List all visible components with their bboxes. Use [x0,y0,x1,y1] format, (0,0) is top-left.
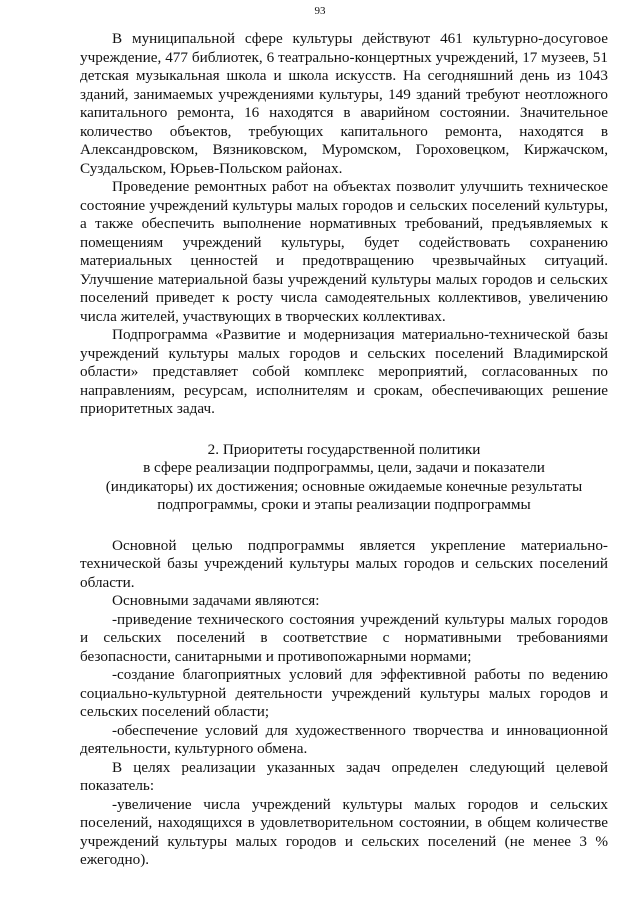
paragraph-repair-works: Проведение ремонтных работ на объектах позволит улучшить техническое состояние учреждений культуры малых городов и сельских поселений культуры, а также обеспечить выполнение нормативных требований, предъявляемых к помещениям учреждений культуры, будет содействовать сохранению материальных ценностей и предотвращению чрезвычайных ситуаций. Улучшение материальной базы учреждений культуры малых городов и сельских поселений приведет к росту числа самодеятельных коллективов, увеличению числа жителей, участвующих в творческих коллективах. [80,178,608,325]
section-heading-line: подпрограммы, сроки и этапы реализации подпрограммы [157,496,531,513]
section-heading-line: 2. Приоритеты государственной политики [207,440,481,458]
paragraph-subprogram-description: Подпрограмма «Развитие и модернизация материально-технической базы учреждений культуры малых городов и сельских поселений Владимирской области» представляет собой комплекс мероприятий, согласованных по направлениям, ресурсам, исполнителям и срокам, обеспечивающих решение приоритетных задач. [80,326,608,417]
paragraph-task-3: -обеспечение условий для художественного творчества и инновационной деятельности, культурного обмена. [80,721,608,757]
paragraph-goal: Основной целью подпрограммы является укрепление материально-технической базы учреждений культуры малых городов и сельских поселений области. [80,536,608,591]
spacer [80,515,608,537]
spacer [80,419,608,441]
paragraph-task-1: -приведение технического состояния учреждений культуры малых городов и сельских поселений в соответствие с нормативными требованиями безопасности, санитарными и противопожарными нормами; [80,610,608,665]
paragraph-culture-institutions: В муниципальной сфере культуры действуют 461 культурно-досуговое учреждение, 477 библиотек, 6 театрально-концертных учреждений, 17 музеев, 51 детская музыкальная школа и школа искусств. На сегодняшний день из 1043 зданий, занимаемых учреждениями культуры, 149 зданий требуют неотложного капитального ремонта, 16 находятся в аварийном состоянии. Значительное количество объектов, требующих капитального ремонта, находятся в Александровском, Вязниковском, Муромском, Гороховецком, Киржачском, Суздальском, Юрьев-Польском районах. [80,30,608,177]
section-heading-line: в сфере реализации подпрограммы, цели, задачи и показатели [143,459,545,476]
paragraph-indicator-1: -увеличение числа учреждений культуры малых городов и сельских поселений, находящихся в удовлетворительном состоянии, в общем количестве учреждений культуры малых городов и сельских поселений (не менее 3 % ежегодно). [80,795,608,868]
page-content [80,30,608,870]
page-number: 93 [314,5,326,17]
section-heading [80,441,608,515]
section-heading-line: (индикаторы) их достижения; основные ожидаемые конечные результаты [105,477,583,495]
paragraph-tasks-intro: Основными задачами являются: [112,592,320,609]
paragraph-task-2: -создание благоприятных условий для эффективной работы по ведению социально-культурной деятельности учреждений культуры малых городов и сельских поселений области; [80,666,608,720]
paragraph-indicator-intro: В целях реализации указанных задач определен следующий целевой показатель: [80,758,608,794]
